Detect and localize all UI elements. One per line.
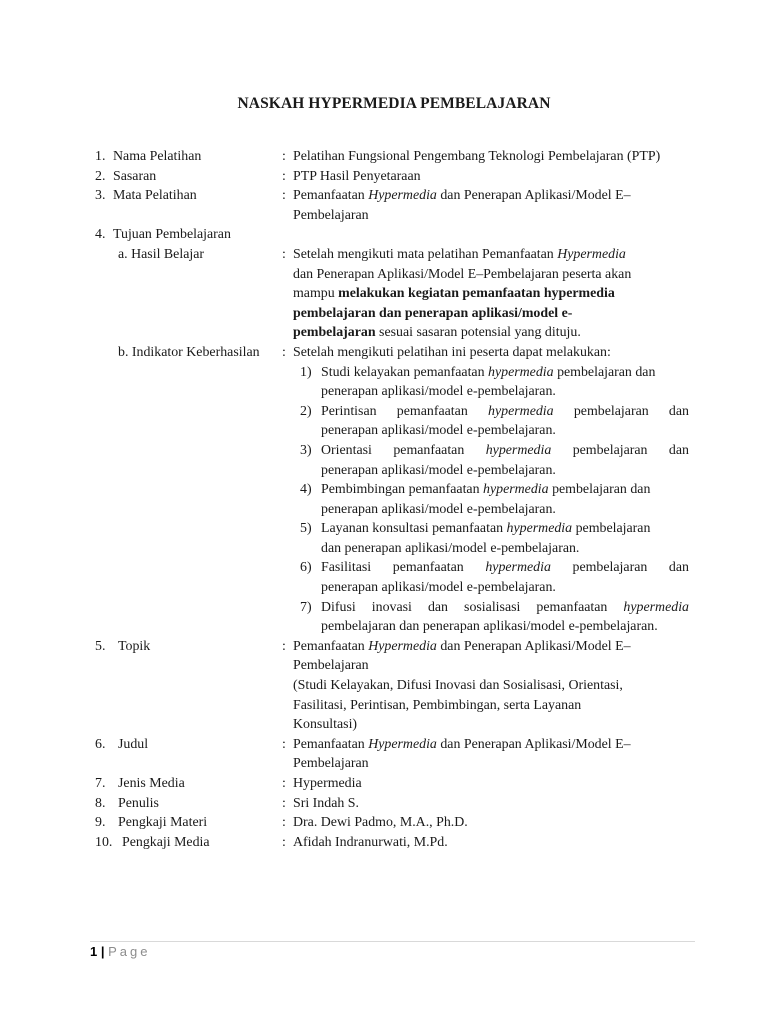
subitem-hasil-belajar-cont [0,265,768,285]
indicator-number: 5) [300,521,312,537]
indicator-text: penerapan aplikasi/model e-pembelajaran. [321,423,556,439]
indicator-item-cont [0,539,768,559]
item-label: Jenis Media [118,776,185,791]
item-judul [0,735,768,755]
subitem-label: b. Indikator Keberhasilan [118,344,260,360]
indicator-item [0,519,768,539]
indicator-text: Difusi inovasi dan sosialisasi pemanfaatan hypermedia [321,599,689,615]
indicator-text: penerapan aplikasi/model e-pembelajaran. [321,580,556,596]
text-line: pembelajaran sesuai sasaran potensial yang dituju. [293,325,581,341]
page-title: NASKAH HYPERMEDIA PEMBELAJARAN [237,95,551,112]
subitem-hasil-belajar-cont [0,284,768,304]
item-value: Pemanfaatan Hypermedia dan Penerapan Aplikasi/Model E– [293,638,631,654]
item-label: Tujuan Pembelajaran [113,227,231,243]
colon: : [282,834,286,850]
indicator-item-cont [0,500,768,520]
item-label: Judul [118,736,149,752]
footer-separator: | [100,944,105,959]
indicator-number: 1) [300,364,312,380]
item-topik-cont [0,696,768,716]
item-label: Nama Pelatihan [113,149,202,164]
item-label: Pengkaji Media [122,834,210,850]
item-label: Sasaran [113,168,157,184]
colon: : [282,188,286,204]
subitem-hasil-belajar-cont [0,323,768,343]
indicator-item [0,598,768,618]
item-tujuan-pembelajaran [0,225,768,245]
text-line: Fasilitasi, Perintisan, Pembimbingan, serta Layanan [293,697,582,713]
item-topik-cont [0,656,768,676]
indicator-item [0,402,768,422]
item-label: Pengkaji Materi [118,815,208,831]
colon: : [282,815,286,831]
indicator-number: 7) [300,599,312,615]
colon: : [282,149,286,164]
item-value: Pemanfaatan Hypermedia dan Penerapan Aplikasi/Model E– [293,188,631,204]
indicator-list [0,363,768,637]
item-number: 5. [95,638,106,654]
item-number: 2. [95,168,106,184]
text-line: dan Penerapan Aplikasi/Model E–Pembelajaran peserta akan [293,266,632,282]
colon: : [282,344,286,360]
item-value: Pemanfaatan Hypermedia dan Penerapan Aplikasi/Model E– [293,736,631,752]
text-line: mampu melakukan kegiatan pemanfaatan hypermedia [293,286,615,302]
item-value: Dra. Dewi Padmo, M.A., Ph.D. [293,815,468,831]
indicator-text: Fasilitasi pemanfaatan hypermedia pembelajaran dan [321,560,689,576]
subitem-hasil-belajar [0,245,768,265]
document-body [0,147,768,852]
item-value: Afidah Indranurwati, M.Pd. [293,834,448,850]
item-number: 7. [95,776,106,791]
colon: : [282,776,286,791]
item-mata-pelatihan [0,186,768,206]
indicator-item [0,441,768,461]
page-label: Page [108,944,151,959]
indicator-number: 2) [300,403,312,419]
page-number: 1 [90,944,98,959]
text-line: pembelajaran dan penerapan aplikasi/model e- [293,305,573,321]
item-topik [0,637,768,657]
text-line: Konsultasi) [293,717,358,733]
item-pengkaji-materi [0,813,768,833]
indicator-text: Pembimbingan pemanfaatan hypermedia pembelajaran dan [321,482,651,498]
item-judul-cont [0,754,768,774]
indicator-number: 6) [300,560,312,576]
text-line: Pembelajaran [293,756,369,772]
indicator-text: penerapan aplikasi/model e-pembelajaran. [321,462,556,478]
indicator-text: Layanan konsultasi pemanfaatan hypermedia pembelajaran [321,521,651,537]
subitem-hasil-belajar-cont [0,304,768,324]
item-label: Mata Pelatihan [113,188,197,204]
item-number: 4. [95,227,106,243]
indicator-item-cont [0,421,768,441]
colon: : [282,795,286,811]
indicator-text: pembelajaran dan penerapan aplikasi/model e-pembelajaran. [321,619,658,635]
indicator-item-cont [0,617,768,637]
item-number: 3. [95,188,106,204]
subitem-value: Setelah mengikuti mata pelatihan Pemanfaatan Hypermedia [293,246,626,262]
item-mata-pelatihan-cont [0,206,768,226]
indicator-item-cont [0,461,768,481]
subitem-value: Setelah mengikuti pelatihan ini peserta dapat melakukan: [293,344,611,360]
item-label: Topik [118,638,151,654]
item-value: Sri Indah S. [293,795,359,811]
indicator-number: 3) [300,442,312,458]
indicator-item [0,363,768,383]
indicator-text: Orientasi pemanfaatan hypermedia pembelajaran dan [321,442,689,458]
indicator-item [0,480,768,500]
colon: : [282,638,286,654]
indicator-item [0,558,768,578]
item-value: Pelatihan Fungsional Pengembang Teknologi Pembelajaran (PTP) [293,149,661,164]
indicator-text: penerapan aplikasi/model e-pembelajaran. [321,384,556,400]
subitem-label: a. Hasil Belajar [118,246,205,262]
page-footer [90,944,151,959]
item-nama-pelatihan [0,147,768,167]
item-label: Penulis [118,795,159,811]
item-number: 8. [95,795,106,811]
item-value-continued: Pembelajaran [293,207,369,223]
indicator-text: penerapan aplikasi/model e-pembelajaran. [321,501,556,517]
item-penulis [0,794,768,814]
item-value: Hypermedia [293,776,362,791]
item-topik-cont [0,676,768,696]
item-jenis-media [0,774,768,794]
text-line: Pembelajaran [293,658,369,674]
colon: : [282,168,286,184]
indicator-item-cont [0,578,768,598]
item-number: 6. [95,736,106,752]
item-number: 9. [95,815,106,831]
item-sasaran [0,167,768,187]
indicator-text: dan penerapan aplikasi/model e-pembelajaran. [321,540,580,556]
subitem-indikator-keberhasilan [0,343,768,363]
colon: : [282,736,286,752]
footer-divider [90,941,695,942]
item-topik-cont [0,715,768,735]
indicator-text: Perintisan pemanfaatan hypermedia pembelajaran dan [321,403,689,419]
item-value: PTP Hasil Penyetaraan [293,168,421,184]
indicator-number: 4) [300,482,312,498]
item-number: 1. [95,149,106,164]
colon: : [282,246,286,262]
indicator-item-cont [0,382,768,402]
item-number: 10. [95,834,113,850]
text-line: (Studi Kelayakan, Difusi Inovasi dan Sosialisasi, Orientasi, [293,678,623,694]
indicator-text: Studi kelayakan pemanfaatan hypermedia pembelajaran dan [321,364,656,380]
item-pengkaji-media [0,833,768,853]
